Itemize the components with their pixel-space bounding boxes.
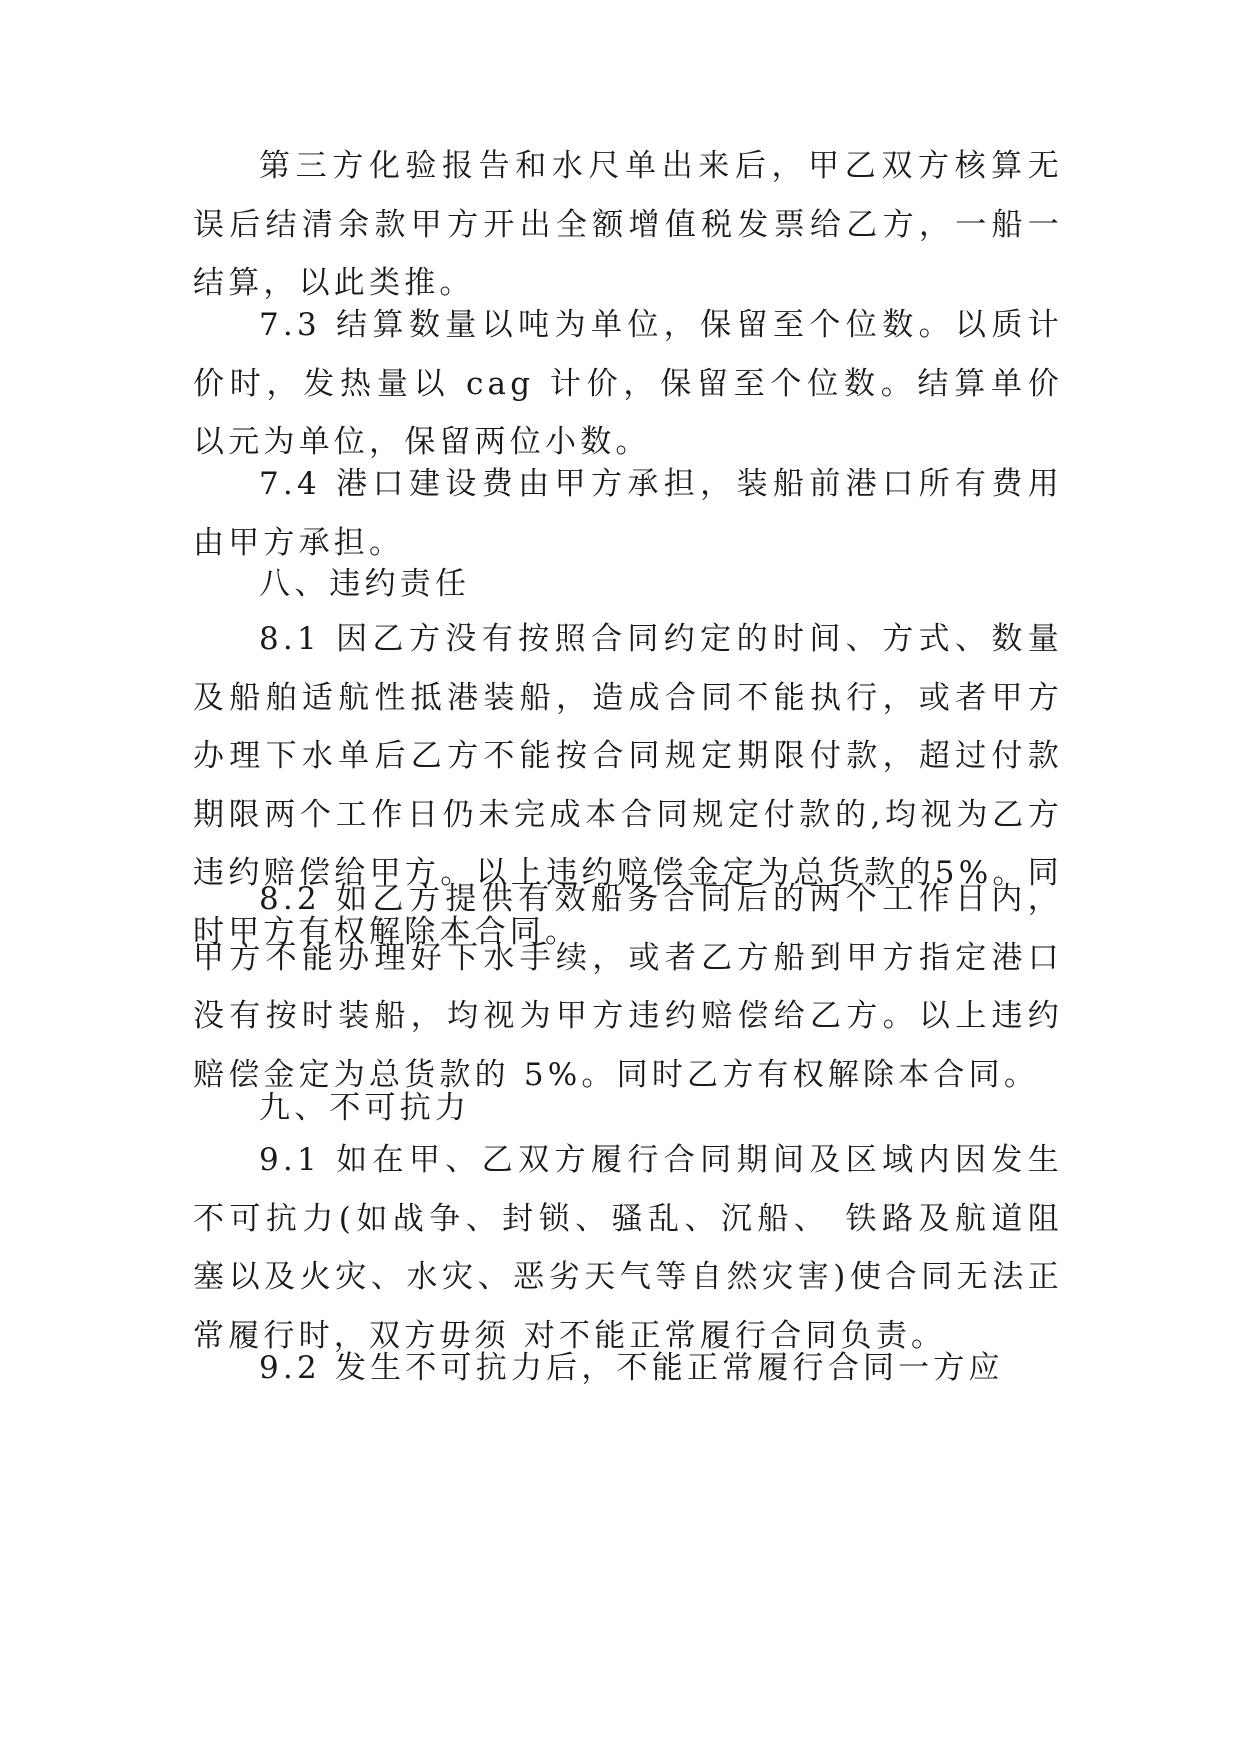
heading-breach-liability: 八、违约责任 — [259, 566, 471, 602]
paragraph-7-3: 7.3 结算数量以吨为单位，保留至个位数。以质计价时，发热量以 cag 计价，保留至个位数。结算单价以元为单位，保留两位小数。 — [193, 307, 1063, 461]
paragraph-7-4: 7.4 港口建设费由甲方承担，装船前港口所有费用由甲方承担。 — [193, 466, 1063, 561]
paragraph-8-1: 8.1 因乙方没有按照合同约定的时间、方式、数量及船舶适航性抵港装船，造成合同不能执行，或者甲方办理下水单后乙方不能按合同规定期限付款，超过付款期限两个工作日仍未完成本合同规定付款的,均视为乙方违约赔偿给甲方。以上违约赔偿金定为总货款的5%。同时甲方有权解除本合同。 — [193, 621, 1063, 950]
paragraph-9-1: 9.1 如在甲、乙双方履行合同期间及区域内因发生不可抗力(如战争、封锁、骚乱、沉船、 铁路及航道阻塞以及火灾、水灾、恶劣天气等自然灾害)使合同无法正常履行时，双方毋须 对不能正常履行合同负责。 — [193, 1142, 1063, 1354]
paragraph-settlement: 第三方化验报告和水尺单出来后，甲乙双方核算无误后结清余款甲方开出全额增值税发票给乙方，一船一结算，以此类推。 — [193, 148, 1063, 302]
paragraph-9-2: 9.2 发生不可抗力后，不能正常履行合同一方应 — [259, 1350, 1004, 1386]
heading-force-majeure: 九、不可抗力 — [259, 1090, 471, 1126]
paragraph-8-2: 8.2 如乙方提供有效船务合同后的两个工作日内，甲方不能办理好下水手续，或者乙方船到甲方指定港口没有按时装船，均视为甲方违约赔偿给乙方。以上违约赔偿金定为总货款的 5%。同时乙方有权解除本合同。 — [193, 881, 1063, 1093]
